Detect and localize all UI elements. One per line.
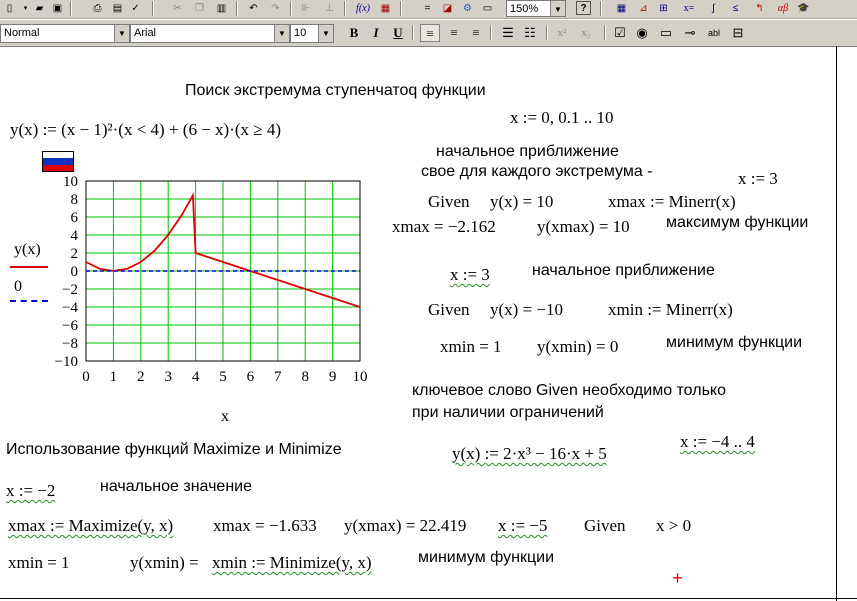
y-tick-label: −10: [54, 354, 78, 370]
y-tick-label: −8: [62, 336, 78, 352]
legend-swatch-yx: [10, 266, 48, 268]
y-tick-label: 2: [70, 246, 78, 262]
y-tick-label: 6: [70, 210, 78, 226]
chevron-down-icon[interactable]: ▼: [550, 1, 565, 16]
redo-icon[interactable]: ↷: [271, 2, 280, 14]
zoom-select[interactable]: [506, 0, 566, 17]
xy-plot[interactable]: [50, 172, 380, 436]
undo-icon[interactable]: ↶: [249, 2, 258, 14]
y-xmin-result[interactable]: y(xmin) = 0: [537, 337, 619, 356]
font-select[interactable]: [130, 24, 290, 43]
evaluation-toolbar-icon[interactable]: x=: [683, 2, 695, 14]
save-icon[interactable]: ▣: [52, 2, 63, 14]
separator: [546, 25, 548, 40]
page-right-boundary: [836, 46, 837, 601]
xmin-minimize-result[interactable]: xmin = 1: [8, 553, 70, 572]
superscript-button[interactable]: x²: [557, 27, 567, 39]
x-tick-label: 4: [191, 369, 200, 385]
x-init-minus2[interactable]: x := −2: [6, 481, 56, 500]
insert-unit-icon[interactable]: ▦: [380, 2, 391, 14]
y-xmax-result[interactable]: y(xmax) = 10: [537, 217, 630, 236]
given-keyword-2[interactable]: Given: [428, 300, 470, 319]
given-keyword-3[interactable]: Given: [584, 516, 626, 535]
chevron-down-icon[interactable]: ▼: [318, 25, 333, 42]
y-tick-label: 8: [70, 192, 78, 208]
y-tick-label: 10: [63, 174, 78, 190]
xmax-minerr-def[interactable]: xmax := Minerr(x): [608, 192, 736, 211]
xmax-result[interactable]: xmax = −2.162: [392, 217, 496, 236]
constraint-y-eq-10[interactable]: y(x) = 10: [490, 192, 554, 211]
given-note-line1: ключевое слово Given необходимо только: [412, 382, 726, 399]
font-size-select[interactable]: [290, 24, 334, 43]
x-tick-label: 2: [137, 369, 145, 385]
align-right-button[interactable]: ≡: [472, 25, 480, 40]
bullets-button[interactable]: ☰: [502, 25, 514, 40]
underline-button[interactable]: U: [393, 25, 403, 40]
separator: [400, 1, 402, 16]
separator: [236, 1, 238, 16]
bold-button[interactable]: B: [349, 25, 359, 40]
separator: [600, 1, 602, 16]
constraint-y-eq-minus-10[interactable]: y(x) = −10: [490, 300, 563, 319]
xmax-maximize-def[interactable]: xmax := Maximize(y, x): [8, 516, 174, 535]
separator: [344, 1, 346, 16]
minimum-label-2: минимум функции: [418, 549, 555, 566]
x-tick-label: 7: [274, 369, 282, 385]
y-tick-label: −4: [62, 300, 78, 316]
x-tick-label: 3: [164, 369, 172, 385]
separator: [604, 25, 606, 40]
slider-control-icon[interactable]: ⊸: [684, 25, 696, 40]
x-tick-label: 8: [301, 369, 309, 385]
insert-function-icon[interactable]: f(x): [356, 2, 370, 14]
chevron-down-icon[interactable]: ▼: [114, 25, 129, 42]
given-note-line2: при наличии ограничений: [412, 404, 604, 421]
listbox-control-icon[interactable]: ⊟: [732, 25, 744, 40]
russian-flag-icon: [42, 151, 74, 172]
x-init-3-b[interactable]: x := 3: [450, 265, 490, 284]
y-xmax-maximize-result[interactable]: y(xmax) = 22.419: [344, 516, 467, 535]
paste-icon[interactable]: ▥: [216, 2, 227, 14]
print-preview-icon[interactable]: ▤: [112, 2, 123, 14]
worksheet-title: Поиск экстремума ступенчатоq функции: [185, 82, 486, 99]
copy-icon[interactable]: ❐: [195, 2, 204, 14]
help-icon[interactable]: ?: [576, 1, 591, 15]
y-tick-label: 0: [70, 264, 78, 280]
numbering-button[interactable]: ☷: [524, 25, 536, 40]
pushbutton-control-icon[interactable]: ▭: [659, 25, 673, 40]
note-initial-approx: начальное приближение: [436, 143, 619, 160]
calculus-toolbar-icon[interactable]: ∫: [712, 2, 715, 14]
calculator-toolbar-icon[interactable]: ▦: [616, 2, 627, 14]
y-tick-label: −2: [62, 282, 78, 298]
y-cubic-def-text: y(x) := 2·x³ − 16·x + 5: [452, 444, 607, 463]
separator: [70, 1, 72, 16]
spell-check-icon[interactable]: ✓: [131, 2, 140, 14]
separator: [490, 25, 492, 40]
zoom-value: 150%: [510, 3, 539, 15]
open-folder-icon[interactable]: ▰: [35, 2, 44, 14]
separator: [412, 25, 414, 40]
section-maximize-minimize-title: Использование функций Maximize и Minimize: [6, 441, 342, 458]
y-definition[interactable]: y(x) := (x − 1)²·(x < 4) + (6 − x)·(x ≥ 4): [10, 120, 282, 139]
new-document-icon[interactable]: ▯: [6, 2, 13, 14]
programming-toolbar-icon[interactable]: ↰: [755, 2, 764, 14]
symbolic-toolbar-icon[interactable]: 🎓: [797, 2, 810, 14]
new-dropdown-icon[interactable]: ▾: [23, 5, 28, 12]
insert-graph-icon[interactable]: ◪: [442, 2, 453, 14]
insert-component-icon[interactable]: ⚙: [463, 2, 472, 14]
style-value: Normal: [4, 27, 40, 39]
initial-value-label: начальное значение: [100, 478, 252, 495]
boolean-toolbar-icon[interactable]: ≤: [732, 2, 739, 14]
legend-swatch-zero: [10, 300, 48, 302]
x-tick-label: 9: [328, 369, 337, 385]
font-size-value: 10: [294, 27, 307, 39]
xmax-maximize-result[interactable]: xmax = −1.633: [213, 516, 317, 535]
italic-button[interactable]: I: [373, 25, 379, 40]
page-bottom-boundary: [0, 598, 857, 599]
x-axis-label: x: [221, 408, 229, 425]
x-tick-label: 5: [219, 369, 227, 385]
y-tick-label: 4: [70, 228, 78, 244]
note-initial-approx-2: начальное приближение: [532, 262, 715, 279]
font-value: Arial: [134, 27, 157, 39]
maximum-label: максимум функции: [666, 214, 809, 231]
greek-toolbar-icon[interactable]: αβ: [777, 2, 789, 14]
matrix-toolbar-icon[interactable]: ⊞: [659, 2, 668, 14]
cut-icon[interactable]: ✂: [173, 2, 182, 14]
xmin-result[interactable]: xmin = 1: [440, 337, 502, 356]
graph-toolbar-icon[interactable]: ⊿: [639, 2, 648, 14]
y-cubic-definition[interactable]: [452, 444, 607, 464]
x-range-minus4-4[interactable]: x := −4 .. 4: [680, 432, 755, 451]
given-keyword-1[interactable]: Given: [428, 192, 470, 211]
textbox-control-icon[interactable]: abl: [707, 28, 720, 38]
y-tick-label: −6: [62, 318, 78, 334]
note-each-extremum: свое для каждого экстремума -: [421, 163, 653, 180]
align-center-button[interactable]: ≡: [450, 25, 458, 40]
x-tick-label: 1: [109, 369, 118, 385]
x-tick-label: 0: [82, 369, 90, 385]
print-icon[interactable]: ⎙: [93, 2, 102, 14]
formatting-toolbar: [0, 20, 857, 47]
align-across-icon[interactable]: ⊪: [301, 2, 310, 14]
separator: [152, 1, 154, 16]
chevron-down-icon[interactable]: ▼: [274, 25, 289, 42]
standard-toolbar: [0, 0, 857, 19]
checkbox-control-icon[interactable]: ☑: [614, 25, 626, 40]
separator: [290, 1, 292, 16]
y-xmin-eq-incomplete[interactable]: y(xmin) =: [130, 553, 199, 572]
minimum-label: минимум функции: [666, 334, 803, 351]
subscript-button[interactable]: x₂: [581, 27, 591, 39]
x-tick-label: 10: [352, 369, 368, 385]
radio-control-icon[interactable]: ◉: [636, 25, 648, 40]
calculate-icon[interactable]: =: [424, 2, 431, 14]
legend-label-zero: 0: [14, 278, 22, 295]
insert-region-icon[interactable]: ▭: [482, 2, 493, 14]
x-init-3-a[interactable]: x := 3: [738, 169, 778, 188]
x-range-definition[interactable]: x := 0, 0.1 .. 10: [510, 108, 614, 127]
x-init-minus5[interactable]: x := −5: [498, 516, 548, 535]
crosshair-cursor-icon: +: [672, 568, 683, 588]
align-left-button[interactable]: ≡: [420, 24, 440, 42]
constraint-x-gt-0[interactable]: x > 0: [656, 516, 692, 535]
x-tick-label: 6: [246, 369, 255, 385]
style-select[interactable]: [0, 24, 130, 43]
align-down-icon[interactable]: ⊥: [325, 2, 334, 14]
xmin-minimize-def[interactable]: xmin := Minimize(y, x): [212, 553, 372, 572]
xmin-minerr-def[interactable]: xmin := Minerr(x): [608, 300, 733, 319]
legend-label-yx: y(x): [14, 241, 41, 258]
